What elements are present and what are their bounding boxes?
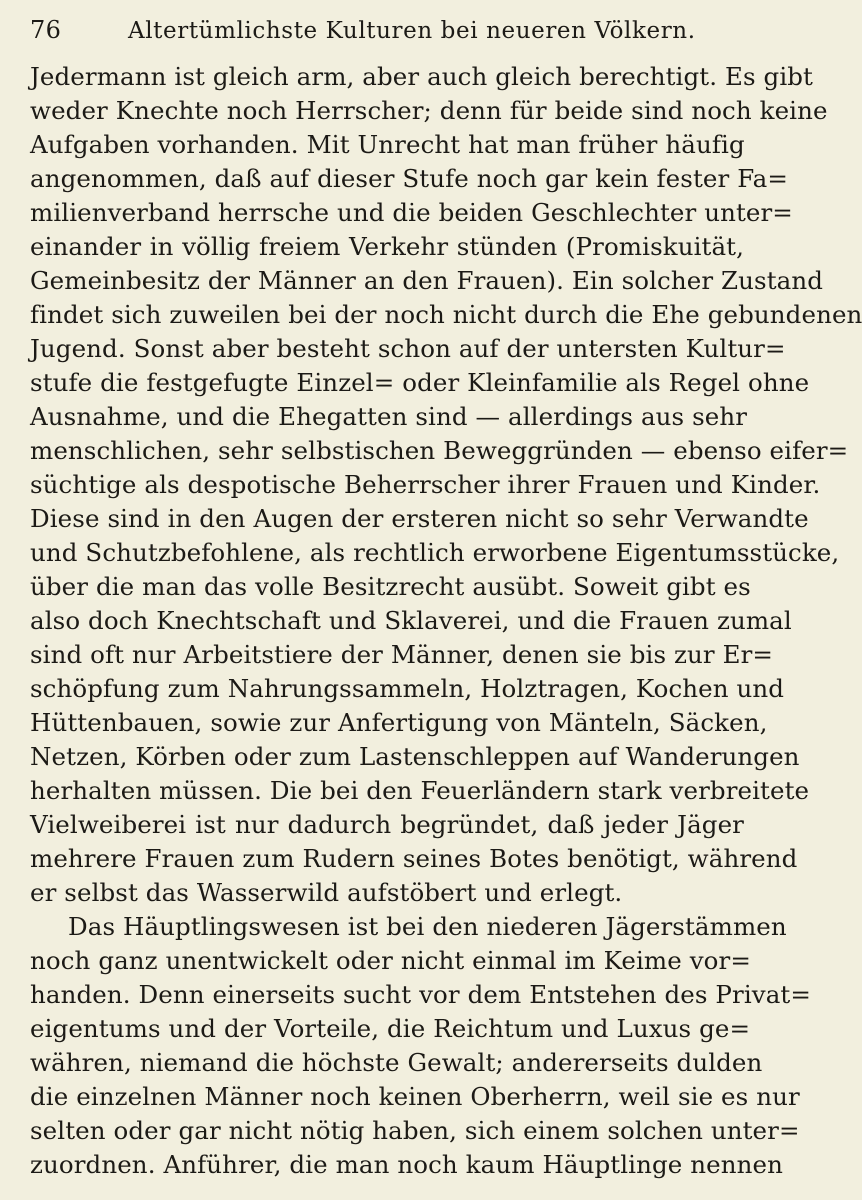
text-line: einander in völlig freiem Verkehr stünden (Promiskuität, (30, 232, 744, 261)
text-line: die einzelnen Männer noch keinen Oberherrn, weil sie es nur (30, 1082, 800, 1111)
text-line: schöpfung zum Nahrungssammeln, Holztragen, Kochen und (30, 674, 785, 703)
page-number: 76 (30, 16, 62, 44)
text-line: Jugend. Sonst aber besteht schon auf der untersten Kultur= (30, 334, 786, 363)
paragraph (30, 60, 862, 910)
text-line: noch ganz unentwickelt oder nicht einmal im Keime vor= (30, 946, 751, 975)
text-line: weder Knechte noch Herrscher; denn für beide sind noch keine (30, 96, 828, 125)
text-line: Gemeinbesitz der Männer an den Frauen). Ein solcher Zustand (30, 266, 824, 295)
text-line: milienverband herrsche und die beiden Geschlechter unter= (30, 198, 793, 227)
text-line: stufe die festgefugte Einzel= oder Kleinfamilie als Regel ohne (30, 368, 810, 397)
text-line: handen. Denn einerseits sucht vor dem Entstehen des Privat= (30, 980, 811, 1009)
text-line: herhalten müssen. Die bei den Feuerländern stark verbreitete (30, 776, 810, 805)
text-line: und Schutzbefohlene, als rechtlich erworbene Eigentumsstücke, (30, 538, 840, 567)
text-line: Hüttenbauen, sowie zur Anfertigung von Mänteln, Säcken, (30, 708, 768, 737)
text-line: sind oft nur Arbeitstiere der Männer, denen sie bis zur Er= (30, 640, 774, 669)
text-line: Netzen, Körben oder zum Lastenschleppen auf Wanderungen (30, 742, 800, 771)
text-line: zuordnen. Anführer, die man noch kaum Häuptlinge nennen (30, 1150, 783, 1179)
text-line: eigentums und der Vorteile, die Reichtum und Luxus ge= (30, 1014, 751, 1043)
text-line: süchtige als despotische Beherrscher ihrer Frauen und Kinder. (30, 470, 821, 499)
text-line: findet sich zuweilen bei der noch nicht durch die Ehe gebundenen (30, 300, 862, 329)
body-text (30, 60, 862, 1182)
text-line: währen, niemand die höchste Gewalt; andererseits dulden (30, 1048, 763, 1077)
text-line: also doch Knechtschaft und Sklaverei, und die Frauen zumal (30, 606, 792, 635)
text-line: Jedermann ist gleich arm, aber auch gleich berechtigt. Es gibt (30, 62, 813, 91)
text-line: Diese sind in den Augen der ersteren nicht so sehr Verwandte (30, 504, 809, 533)
text-line: er selbst das Wasserwild aufstöbert und erlegt. (30, 878, 623, 907)
text-line: Das Häuptlingswesen ist bei den niederen Jägerstämmen (68, 912, 787, 941)
running-title: Altertümlichste Kulturen bei neueren Völkern. (128, 18, 696, 44)
text-line: Vielweiberei ist nur dadurch begründet, daß jeder Jäger (30, 810, 744, 839)
text-line: mehrere Frauen zum Rudern seines Botes benötigt, während (30, 844, 798, 873)
text-line: über die man das volle Besitzrecht ausübt. Soweit gibt es (30, 572, 751, 601)
text-line: menschlichen, sehr selbstischen Beweggründen — ebenso eifer= (30, 436, 849, 465)
text-line: selten oder gar nicht nötig haben, sich einem solchen unter= (30, 1116, 800, 1145)
text-line: angenommen, daß auf dieser Stufe noch gar kein fester Fa= (30, 164, 788, 193)
page-header (30, 16, 744, 60)
text-line: Aufgaben vorhanden. Mit Unrecht hat man früher häufig (30, 130, 745, 159)
paragraph (30, 910, 811, 1182)
text-line: Ausnahme, und die Ehegatten sind — allerdings aus sehr (30, 402, 748, 431)
